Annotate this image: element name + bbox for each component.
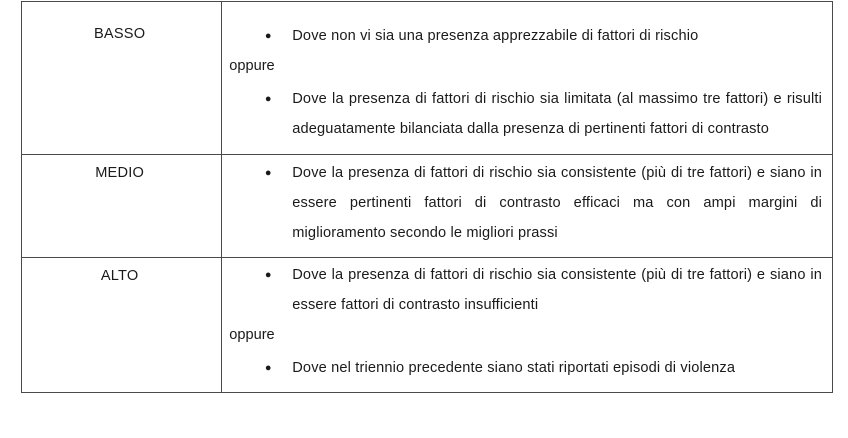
criterion-text: Dove la presenza di fattori di rischio sia limitata (al massimo tre fattori) e risulti adeguatamente bilanciata dalla presenza di pertinenti fattori di contrasto	[292, 91, 822, 137]
criterion-item	[222, 84, 832, 144]
table-row	[22, 155, 833, 258]
criterion-text: Dove nel triennio precedente siano stati riportati episodi di violenza	[292, 360, 736, 376]
table-row	[22, 258, 833, 393]
bullet-icon: ●	[264, 93, 272, 105]
criterion-item	[222, 158, 832, 248]
criterion-item	[222, 260, 832, 320]
criterion-text: Dove non vi sia una presenza apprezzabile di fattori di rischio	[292, 28, 699, 44]
connector-text: oppure	[229, 327, 275, 343]
criterion-text: Dove la presenza di fattori di rischio sia consistente (più di tre fattori) e siano in essere fattori di contrasto insufficienti	[292, 267, 822, 313]
level-label: ALTO	[100, 268, 139, 284]
criterion-item	[222, 353, 832, 383]
criterion-item	[222, 21, 832, 51]
level-label: MEDIO	[95, 165, 145, 181]
criterion-text: Dove la presenza di fattori di rischio sia consistente (più di tre fattori) e siano in essere pertinenti fattori di contrasto efficaci ma con ampi margini di miglioramento secondo le migliori prassi	[292, 165, 822, 241]
level-label: BASSO	[93, 26, 146, 42]
criteria-cell	[222, 2, 833, 155]
level-cell	[22, 155, 222, 258]
criteria-cell	[222, 258, 833, 393]
bullet-icon: ●	[264, 269, 272, 281]
level-cell	[22, 258, 222, 393]
connector-text: oppure	[229, 58, 275, 74]
criteria-cell	[222, 155, 833, 258]
bullet-icon: ●	[264, 362, 272, 374]
level-cell	[22, 2, 222, 155]
bullet-icon: ●	[264, 30, 272, 42]
bullet-icon: ●	[264, 167, 272, 179]
risk-level-table	[21, 1, 833, 393]
table-row	[22, 2, 833, 155]
